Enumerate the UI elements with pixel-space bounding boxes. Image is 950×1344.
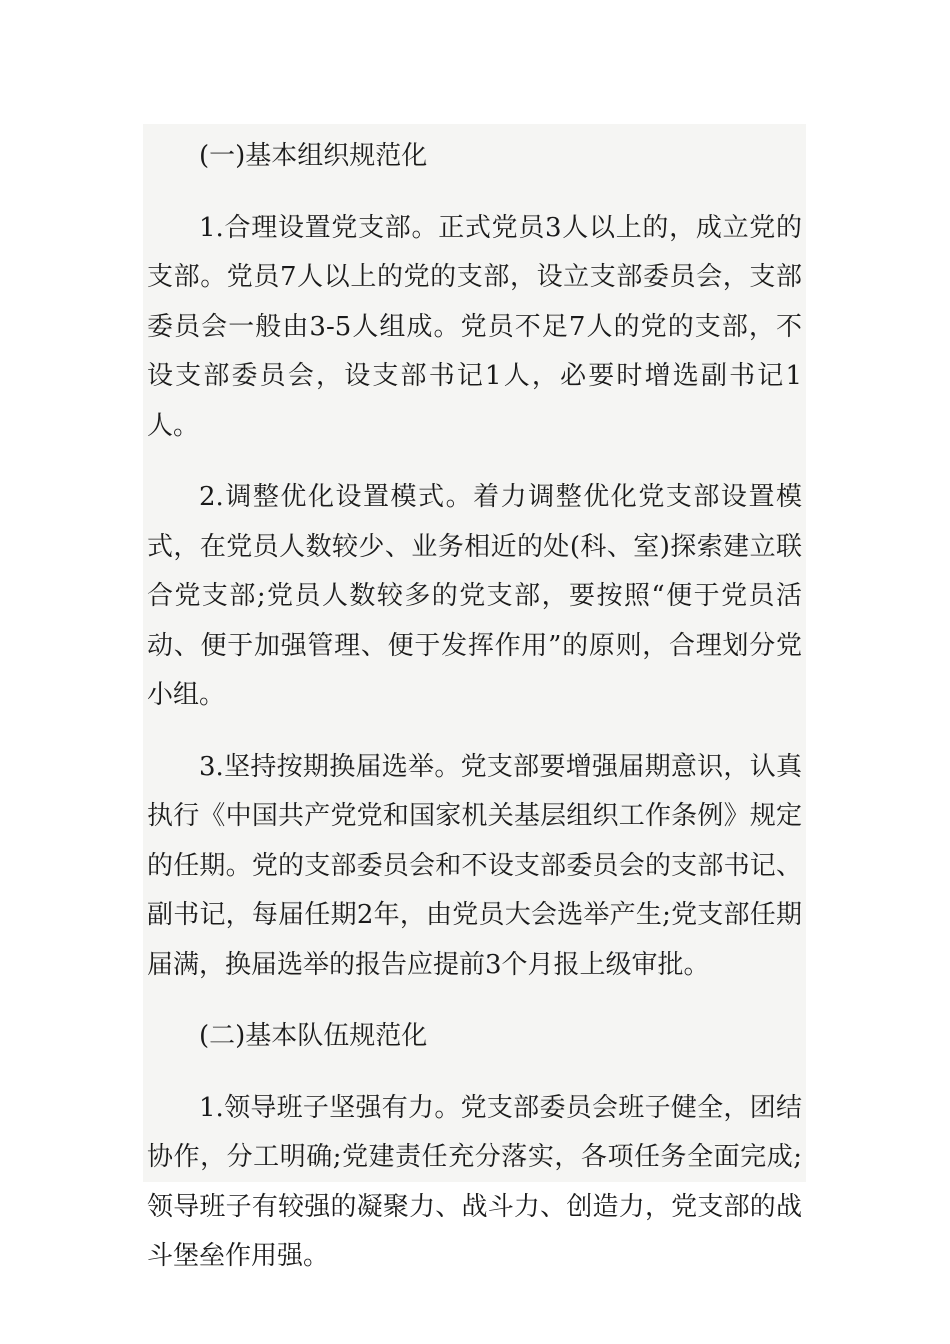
section-heading-2: (二)基本队伍规范化 <box>199 1021 428 1051</box>
section-heading-1: (一)基本组织规范化 <box>199 141 428 171</box>
paragraph-1-2: 2.调整优化设置模式。着力调整优化党支部设置模式，在党员人数较少、业务相近的处(科、室)探索建立联合党支部;党员人数较多的党支部，要按照“便于党员活动、便于加强管理、便于发挥作用”的原则，合理划分党小组。 <box>147 482 802 710</box>
paragraph-2-1: 1.领导班子坚强有力。党支部委员会班子健全，团结协作，分工明确;党建责任充分落实，各项任务全面完成;领导班子有较强的凝聚力、战斗力、创造力，党支部的战斗堡垒作用强。 <box>147 1092 802 1271</box>
paragraph-1-1: 1.合理设置党支部。正式党员3人以上的，成立党的支部。党员7人以上的党的支部，设立支部委员会，支部委员会一般由3-5人组成。党员不足7人的党的支部，不设支部委员会，设支部书记1人，必要时增选副书记1人。 <box>147 212 802 441</box>
document-body <box>143 124 806 1271</box>
paragraph-1-3: 3.坚持按期换届选举。党支部要增强届期意识，认真执行《中国共产党党和国家机关基层组织工作条例》规定的任期。党的支部委员会和不设支部委员会的支部书记、副书记，每届任期2年，由党员大会选举产生;党支部任期届满，换届选举的报告应提前3个月报上级审批。 <box>147 751 802 980</box>
